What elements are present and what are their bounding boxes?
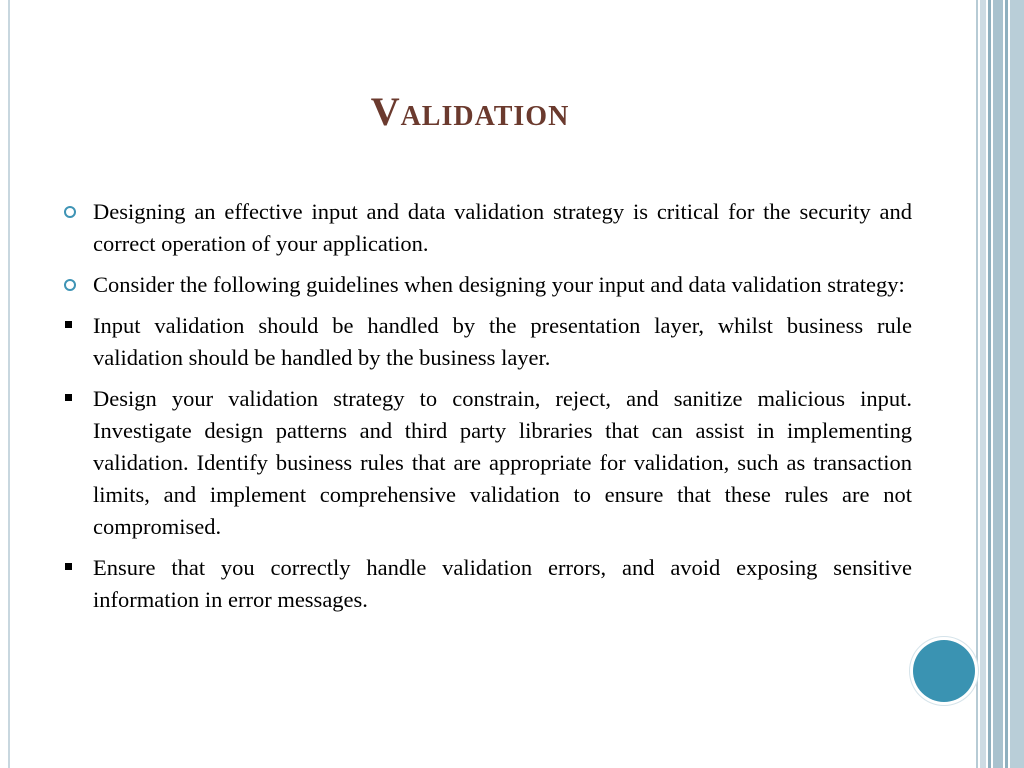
square-bullet-icon <box>62 310 82 342</box>
decorative-stripe <box>988 0 991 768</box>
slide-title: Validation <box>370 89 570 134</box>
decorative-stripe <box>993 0 1003 768</box>
list-item <box>62 552 912 616</box>
right-frame-line <box>976 0 978 768</box>
decorative-stripe <box>1010 0 1024 768</box>
decorative-stripe <box>1005 0 1008 768</box>
decorative-stripe <box>980 0 986 768</box>
list-item-text: Designing an effective input and data validation strategy is critical for the security and correct operation of your application. <box>93 199 912 256</box>
ring-bullet-icon <box>62 196 82 228</box>
list-item <box>62 196 912 260</box>
list-item-text: Input validation should be handled by the presentation layer, whilst business rule validation should be handled by the business layer. <box>93 313 912 370</box>
list-item-text: Design your validation strategy to constrain, reject, and sanitize malicious input. Investigate design patterns and third party libraries that can assist in implementing validation. Identify business rules that are appropriate for validation, such as transaction limits, and implement comprehensive validation to ensure that these rules are not compromised. <box>93 386 912 539</box>
list-item <box>62 269 912 301</box>
decorative-circle <box>913 640 975 702</box>
list-item <box>62 310 912 374</box>
square-bullet-icon <box>62 383 82 415</box>
list-item-text: Consider the following guidelines when designing your input and data validation strategy: <box>93 272 905 297</box>
bullet-list <box>62 196 912 625</box>
list-item <box>62 383 912 543</box>
list-item-text: Ensure that you correctly handle validation errors, and avoid exposing sensitive information in error messages. <box>93 555 912 612</box>
ring-bullet-icon <box>62 269 82 301</box>
square-bullet-icon <box>62 552 82 584</box>
